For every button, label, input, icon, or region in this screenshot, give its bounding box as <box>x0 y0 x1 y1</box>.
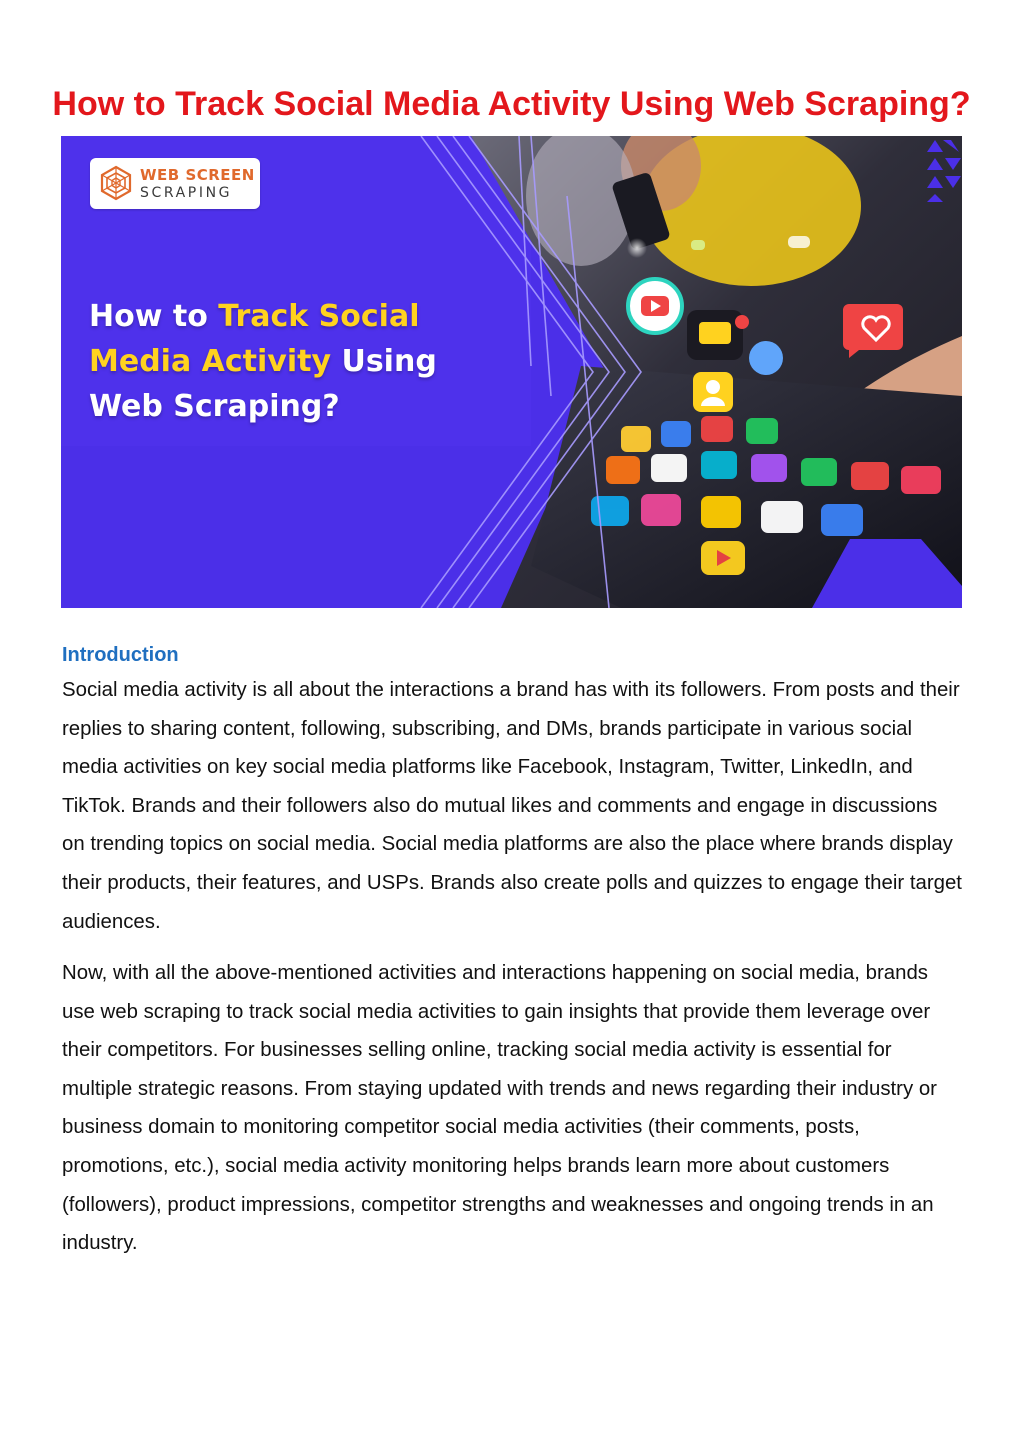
banner-heading-part2: Using <box>331 344 437 379</box>
intro-paragraph-2: Now, with all the above-mentioned activities and interactions happening on social media, brands use web scraping to track social media activities to gain insights that provide them leverage over their competitors. For businesses selling online, tracking social media activity is essential for multiple strategic reasons. From staying updated with trends and news regarding their industry or business domain to monitoring competitor social media activities (their comments, posts, promotions, etc.), social media activity monitoring helps brands learn more about customers (followers), product impressions, competitor strengths and weaknesses and ongoing trends in an industry. <box>62 962 937 1255</box>
page-title: How to Track Social Media Activity Using Web Scraping? <box>52 84 971 123</box>
heart-icon <box>843 304 903 358</box>
hero-banner-image <box>61 136 962 608</box>
twitter-icon <box>761 501 803 533</box>
banner-heading-part1: How to <box>89 299 219 334</box>
banner-heading <box>89 294 509 429</box>
spiderweb-logo-icon <box>98 165 134 201</box>
intro-paragraph-1: Social media activity is all about the interactions a brand has with its followers. From posts and their replies to sharing content, following, subscribing, and DMs, brands participate in various social media activities on key social media platforms like Facebook, Instagram, Twitter, LinkedIn, and TikTok. Brands and their followers also do mutual likes and comments and engage in discussions on trending topics on social media. Social media platforms are also the place where brands display their products, their features, and USPs. Brands also create polls and quizzes to engage their target audiences. <box>62 679 962 933</box>
logo-text-top: WEB SCREEN <box>140 166 255 184</box>
brand-logo <box>90 158 260 209</box>
globe-icon <box>749 341 783 375</box>
section-heading-introduction: Introduction <box>62 643 179 666</box>
instagram-icon <box>641 494 681 526</box>
banner-heading-highlight1: Track Social <box>218 299 420 334</box>
banner-heading-highlight2: Media Activity <box>89 344 332 379</box>
logo-text-bottom: SCRAPING <box>140 185 233 201</box>
banner-heading-part3: Web Scraping? <box>89 389 340 424</box>
